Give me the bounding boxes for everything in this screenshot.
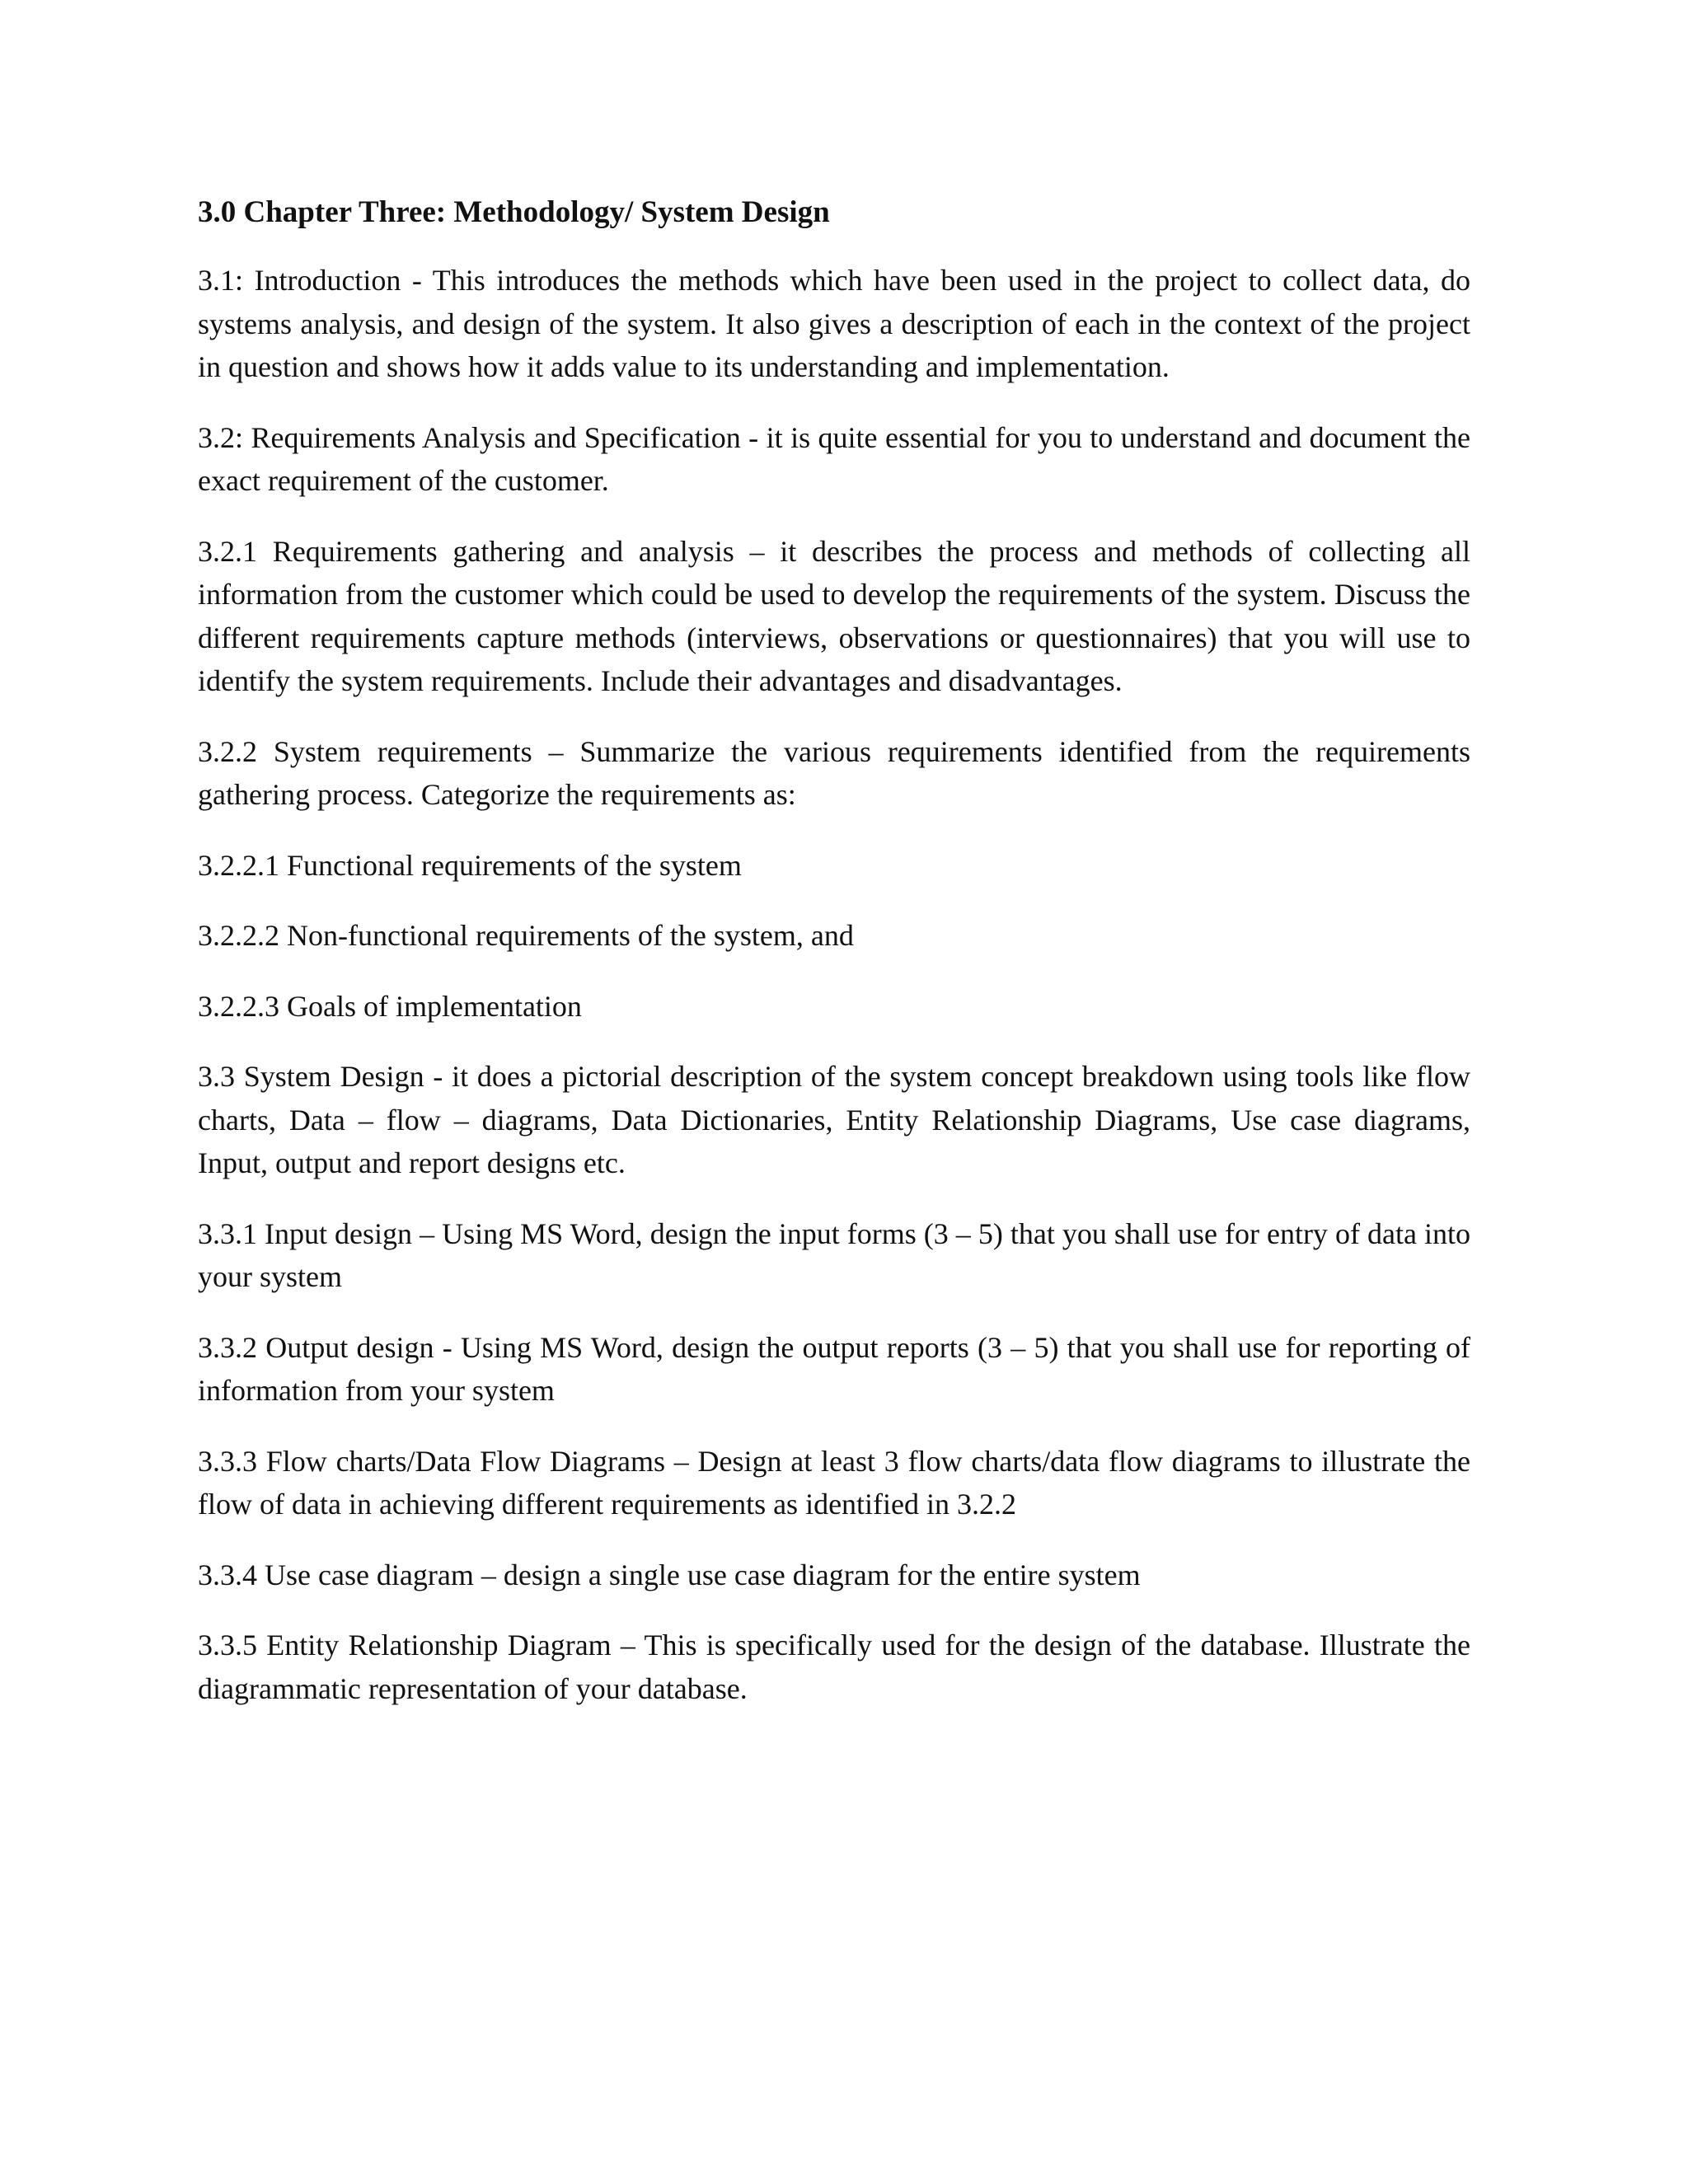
section-3-2-2-2-non-functional: 3.2.2.2 Non-functional requirements of the system, and — [198, 919, 854, 952]
section-3-3-system-design: 3.3 System Design - it does a pictorial description of the system concept breakdown using tools like flow charts, Data – flow – diagrams, Data Dictionaries, Entity Relationship Diagrams, Use case diagrams, Input, output and report designs etc. — [198, 1060, 1470, 1179]
section-3-1-introduction: 3.1: Introduction - This introduces the methods which have been used in the project to collect data, do systems analysis, and design of the system. It also gives a description of each in the context of the project in question and shows how it adds value to its understanding and implementation. — [198, 264, 1470, 383]
section-3-2-1-requirements-gathering: 3.2.1 Requirements gathering and analysis – it describes the process and methods of collecting all information from the customer which could be used to develop the requirements of the system. Discuss the different requirements capture methods (interviews, observations or questionnaires) that you will use to identify the system requirements. Include their advantages and disadvantages. — [198, 534, 1470, 697]
section-3-2-2-system-requirements: 3.2.2 System requirements – Summarize the various requirements identified from the requirements gathering process. Categorize the requirements as: — [198, 734, 1470, 811]
section-3-3-2-output-design: 3.3.2 Output design - Using MS Word, design the output reports (3 – 5) that you shall use for reporting of information from your system — [198, 1330, 1470, 1407]
section-3-2-2-3-goals: 3.2.2.3 Goals of implementation — [198, 989, 582, 1023]
section-3-3-3-flow-charts: 3.3.3 Flow charts/Data Flow Diagrams – Design at least 3 flow charts/data flow diagrams to illustrate the flow of data in achieving different requirements as identified in 3.2.2 — [198, 1444, 1470, 1521]
section-3-2-2-1-functional: 3.2.2.1 Functional requirements of the system — [198, 848, 742, 882]
document-page — [198, 191, 1470, 1737]
section-3-3-1-input-design: 3.3.1 Input design – Using MS Word, design the input forms (3 – 5) that you shall use for entry of data into your system — [198, 1216, 1470, 1293]
section-3-2-requirements-analysis: 3.2: Requirements Analysis and Specification - it is quite essential for you to understand and document the exact requirement of the customer. — [198, 420, 1470, 497]
chapter-heading: 3.0 Chapter Three: Methodology/ System Design — [198, 195, 830, 229]
section-3-3-4-use-case: 3.3.4 Use case diagram – design a single use case diagram for the entire system — [198, 1558, 1141, 1591]
section-3-3-5-entity-relationship: 3.3.5 Entity Relationship Diagram – This is specifically used for the design of the database. Illustrate the diagrammatic representation of your database. — [198, 1629, 1470, 1705]
